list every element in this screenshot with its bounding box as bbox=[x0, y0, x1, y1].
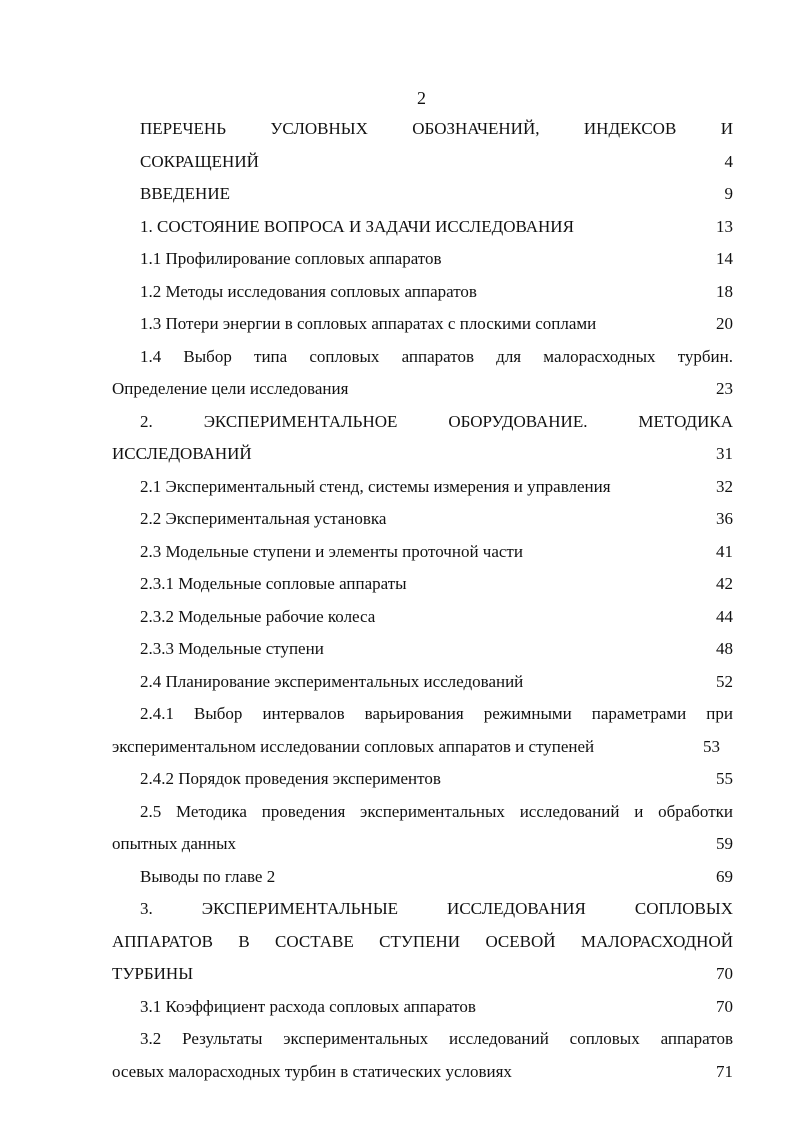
toc-entry-page: 70 bbox=[716, 996, 733, 1016]
toc-entry-page: 53 bbox=[703, 736, 720, 756]
toc-entry bbox=[112, 373, 733, 406]
toc-entry-page: 23 bbox=[716, 379, 733, 398]
toc-entry bbox=[112, 861, 733, 894]
toc-entry-text: ТУРБИНЫ bbox=[112, 964, 194, 983]
toc-entry bbox=[112, 958, 733, 991]
toc-entry bbox=[112, 211, 733, 244]
toc-entry-page: 32 bbox=[716, 476, 733, 496]
toc-entry bbox=[112, 731, 733, 764]
toc-entry-text: 2.4 Планирование экспериментальных исследований bbox=[140, 671, 524, 691]
toc-entry-text: опытных данных bbox=[112, 834, 237, 853]
toc-entry-text: 3.2 Результаты экспериментальных исследований сопловых аппаратов bbox=[140, 1029, 733, 1048]
toc-entry bbox=[112, 991, 733, 1024]
toc-entry-text: 3.1 Коэффициент расхода сопловых аппаратов bbox=[140, 996, 476, 1016]
toc-entry bbox=[112, 568, 733, 601]
toc-entry-page: 41 bbox=[716, 541, 733, 561]
toc-entry bbox=[112, 276, 733, 309]
toc-entry bbox=[112, 243, 733, 276]
toc-entry-text: 2. ЭКСПЕРИМЕНТАЛЬНОЕ ОБОРУДОВАНИЕ. МЕТОДИКА bbox=[140, 411, 733, 431]
toc-entry-text: Определение цели исследования bbox=[112, 379, 349, 398]
toc-entry bbox=[112, 1023, 733, 1056]
page-number: 2 bbox=[417, 88, 426, 108]
toc-entry-page: 52 bbox=[716, 671, 733, 691]
toc-entry-page: 71 bbox=[716, 1061, 733, 1081]
toc-entry bbox=[112, 666, 733, 699]
toc-entry-text: ИССЛЕДОВАНИЙ bbox=[112, 444, 252, 463]
toc-entry-text: 2.4.1 Выбор интервалов варьирования режимными параметрами при bbox=[140, 704, 733, 723]
toc-entry bbox=[112, 113, 733, 146]
toc-entry-text: 1.4 Выбор типа сопловых аппаратов для малорасходных турбин. bbox=[140, 346, 733, 366]
toc-entry-text: 2.3 Модельные ступени и элементы проточной части bbox=[140, 541, 523, 561]
toc-entry-page: 70 bbox=[716, 964, 733, 983]
toc-entry bbox=[112, 406, 733, 439]
toc-entry-page: 48 bbox=[716, 639, 733, 658]
toc-entry bbox=[112, 828, 733, 861]
toc-entry-page: 69 bbox=[716, 866, 733, 886]
toc-entry-text: 2.1 Экспериментальный стенд, системы измерения и управления bbox=[140, 476, 611, 496]
toc-entry bbox=[112, 308, 733, 341]
toc-entry-text: 2.2 Экспериментальная установка bbox=[140, 509, 387, 528]
toc-entry bbox=[112, 438, 733, 471]
toc-entry-text: 2.3.3 Модельные ступени bbox=[140, 639, 324, 658]
toc-entry-text: 2.4.2 Порядок проведения экспериментов bbox=[140, 769, 441, 788]
toc-entry-text: 1. СОСТОЯНИЕ ВОПРОСА И ЗАДАЧИ ИССЛЕДОВАНИЯ bbox=[140, 216, 574, 236]
toc-entry bbox=[112, 341, 733, 374]
toc-entry-page: 31 bbox=[716, 444, 733, 463]
toc-entry-text: АППАРАТОВ В СОСТАВЕ СТУПЕНИ ОСЕВОЙ МАЛОРАСХОДНОЙ bbox=[112, 931, 733, 951]
toc-entry bbox=[112, 893, 733, 926]
toc-entry-page: 14 bbox=[716, 249, 733, 268]
table-of-contents bbox=[112, 113, 733, 1088]
toc-entry bbox=[112, 926, 733, 959]
toc-entry-text: 2.3.2 Модельные рабочие колеса bbox=[140, 606, 376, 626]
toc-entry bbox=[112, 763, 733, 796]
toc-entry-page: 44 bbox=[716, 606, 733, 626]
toc-entry bbox=[112, 633, 733, 666]
toc-entry-text: ВВЕДЕНИЕ bbox=[140, 184, 230, 203]
toc-entry-page: 42 bbox=[716, 574, 733, 593]
toc-entry-page: 4 bbox=[724, 151, 733, 171]
toc-entry bbox=[112, 601, 733, 634]
toc-entry-text: 1.3 Потери энергии в сопловых аппаратах с плоскими соплами bbox=[140, 314, 597, 333]
toc-entry-page: 55 bbox=[716, 769, 733, 788]
toc-entry-text: ПЕРЕЧЕНЬ УСЛОВНЫХ ОБОЗНАЧЕНИЙ, ИНДЕКСОВ И bbox=[140, 119, 733, 138]
toc-entry-page: 13 bbox=[716, 216, 733, 236]
toc-entry-page: 20 bbox=[716, 314, 733, 333]
toc-entry-page: 59 bbox=[716, 834, 733, 853]
toc-entry bbox=[112, 1056, 733, 1089]
toc-entry-text: 1.1 Профилирование сопловых аппаратов bbox=[140, 249, 442, 268]
toc-entry-text: 2.3.1 Модельные сопловые аппараты bbox=[140, 574, 407, 593]
toc-entry bbox=[112, 503, 733, 536]
toc-entry bbox=[112, 536, 733, 569]
toc-entry-page: 18 bbox=[716, 281, 733, 301]
toc-entry-text: Выводы по главе 2 bbox=[140, 866, 276, 886]
toc-entry-page: 9 bbox=[724, 184, 733, 203]
toc-entry bbox=[112, 698, 733, 731]
toc-entry-text: 1.2 Методы исследования сопловых аппаратов bbox=[140, 281, 477, 301]
toc-entry-text: экспериментальном исследовании сопловых аппаратов и ступеней bbox=[112, 736, 595, 756]
toc-entry bbox=[112, 796, 733, 829]
toc-entry bbox=[112, 178, 733, 211]
toc-entry-page: 36 bbox=[716, 509, 733, 528]
toc-entry bbox=[112, 146, 733, 179]
toc-entry-text: 2.5 Методика проведения экспериментальных исследований и обработки bbox=[140, 801, 733, 821]
toc-entry-text: СОКРАЩЕНИЙ bbox=[140, 151, 259, 171]
toc-entry-text: осевых малорасходных турбин в статических условиях bbox=[112, 1061, 512, 1081]
toc-entry-text: 3. ЭКСПЕРИМЕНТАЛЬНЫЕ ИССЛЕДОВАНИЯ СОПЛОВЫХ bbox=[140, 899, 733, 918]
toc-entry bbox=[112, 471, 733, 504]
